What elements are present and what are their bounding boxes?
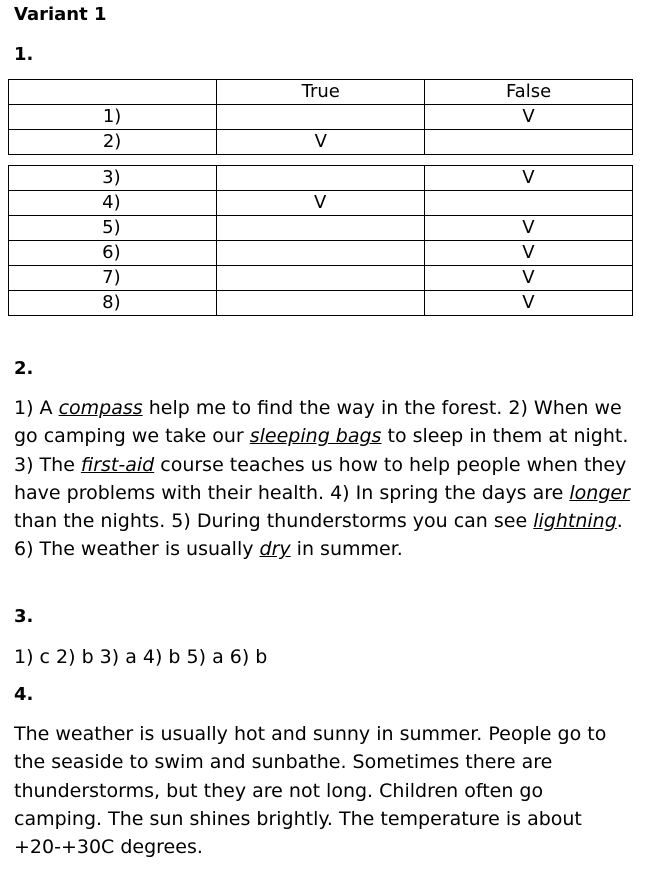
table-row [9,291,633,316]
header-true: True [217,80,425,105]
text-run: . 6) The weather is usually [14,510,623,561]
page-title: Variant 1 [14,4,107,25]
section-2-paragraph [14,394,634,564]
false-mark: V [424,166,632,191]
section-4-paragraph: The weather is usually hot and sunny in summer. People go to the seaside to swim and sunbathe. Sometimes there are thunderstorms, but they are not long. Children often go camping. The sun shines brightly. The temperature is about +20-+30C degrees. [14,723,607,859]
true-mark [216,241,424,266]
true-false-table-top [8,79,633,155]
answer-word: compass [58,397,143,419]
text-run: course teaches us how to help people when they have problems with their health. 4) In spring the days are [14,453,627,504]
false-mark [425,130,633,155]
row-number: 8) [9,291,217,316]
table-row [9,266,633,291]
true-mark [216,291,424,316]
table-row [9,166,633,191]
table-header-row [9,80,633,105]
row-number: 5) [9,216,217,241]
true-mark [217,105,425,130]
text-run: help me to find the way in the forest. 2) When we go camping we take our [14,397,622,448]
text-run: than the nights. 5) During thunderstorms you can see [14,510,534,533]
table-row [9,241,633,266]
true-mark: V [217,130,425,155]
table-row [9,130,633,155]
table-row [9,216,633,241]
answer-word: longer [569,481,630,504]
false-mark: V [424,266,632,291]
table-row [9,191,633,216]
text-run: to sleep in them at night. 3) The [14,425,629,476]
text-run: in summer. [290,538,403,561]
section-2-heading: 2. [14,358,34,379]
row-number: 2) [9,130,217,155]
false-mark [424,191,632,216]
answer-word: sleeping bags [249,425,382,448]
row-number: 1) [9,105,217,130]
row-number: 3) [9,166,217,191]
answer-word: first-aid [80,453,155,476]
header-false: False [425,80,633,105]
true-false-table-bottom [8,165,633,316]
section-3-answers: 1) c 2) b 3) a 4) b 5) a 6) b [14,646,268,668]
header-empty [9,80,217,105]
text-run: 1) A [14,397,59,419]
answer-word: lightning [533,510,617,533]
false-mark: V [424,241,632,266]
answer-word: dry [259,538,291,561]
false-mark: V [424,216,632,241]
row-number: 7) [9,266,217,291]
section-1-heading: 1. [14,44,34,65]
true-mark [216,216,424,241]
false-mark: V [424,291,632,316]
true-mark [216,166,424,191]
row-number: 6) [9,241,217,266]
false-mark: V [425,105,633,130]
row-number: 4) [9,191,217,216]
true-mark [216,266,424,291]
section-3-heading: 3. [14,606,34,627]
section-4-heading: 4. [14,684,34,705]
true-mark: V [216,191,424,216]
table-row [9,105,633,130]
